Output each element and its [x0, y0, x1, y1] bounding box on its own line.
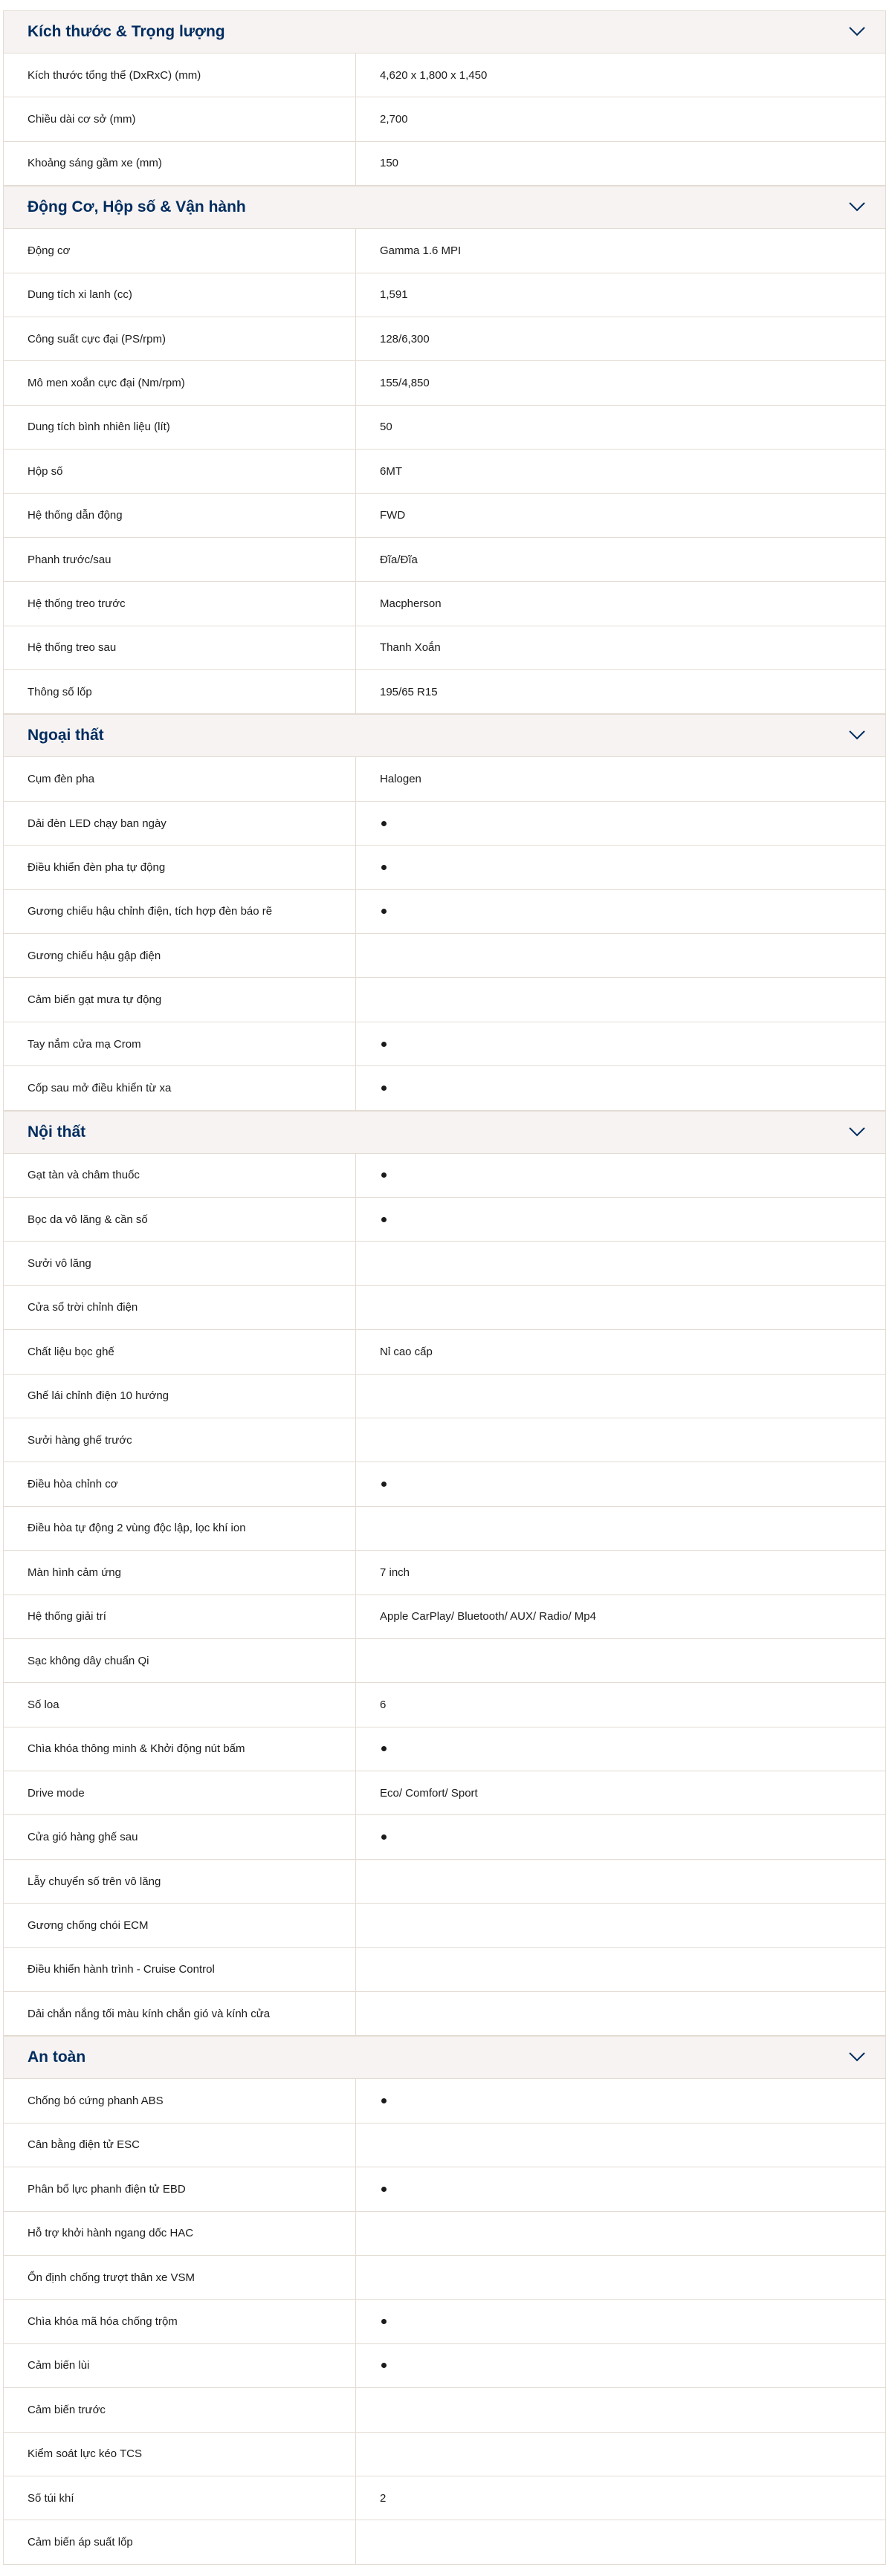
- spec-label: Màn hình cảm ứng: [4, 1551, 356, 1594]
- spec-label: Số loa: [4, 1683, 356, 1726]
- bullet-dot-icon: [381, 1746, 387, 1751]
- spec-label: Sưởi hàng ghế trước: [4, 1418, 356, 1461]
- spec-label: Cốp sau mở điều khiển từ xa: [4, 1066, 356, 1109]
- spec-value: Macpherson: [380, 597, 442, 610]
- spec-value: [356, 2212, 885, 2255]
- spec-row: [4, 2256, 885, 2300]
- bullet-dot-icon: [381, 2319, 387, 2324]
- spec-label: Chìa khóa thông minh & Khởi động nút bấm: [4, 1727, 356, 1771]
- spec-row: [4, 1066, 885, 1110]
- spec-label: Điều hòa tự động 2 vùng độc lập, lọc khí ion: [4, 1507, 356, 1550]
- spec-row: [4, 1418, 885, 1462]
- bullet-dot-icon: [381, 1482, 387, 1487]
- spec-value: 155/4,850: [380, 377, 430, 390]
- spec-row: [4, 406, 885, 450]
- spec-row: [4, 2079, 885, 2123]
- spec-row: [4, 1992, 885, 2036]
- spec-label: Chống bó cứng phanh ABS: [4, 2079, 356, 2122]
- spec-row: [4, 1286, 885, 1330]
- section-header[interactable]: [4, 10, 885, 53]
- spec-value: [356, 802, 885, 845]
- section-title: Nội thất: [28, 1123, 86, 1141]
- spec-row: [4, 934, 885, 978]
- spec-value: 2,700: [380, 113, 408, 126]
- spec-row: [4, 2476, 885, 2520]
- section-header[interactable]: [4, 2036, 885, 2079]
- spec-label: Mô men xoắn cực đại (Nm/rpm): [4, 361, 356, 404]
- spec-label: Gương chống chói ECM: [4, 1904, 356, 1947]
- spec-label: Gạt tàn và châm thuốc: [4, 1154, 356, 1197]
- spec-value: [356, 1992, 885, 2035]
- spec-label: Công suất cực đại (PS/rpm): [4, 317, 356, 360]
- spec-value: 128/6,300: [380, 332, 430, 345]
- spec-value: 195/65 R15: [380, 685, 438, 698]
- spec-row: [4, 846, 885, 889]
- spec-label: Điều hòa chỉnh cơ: [4, 1462, 356, 1505]
- spec-value: [356, 2300, 885, 2343]
- spec-row: [4, 1022, 885, 1066]
- spec-row: [4, 1639, 885, 1683]
- spec-value: [356, 1066, 885, 1109]
- spec-value: Apple CarPlay/ Bluetooth/ AUX/ Radio/ Mp4: [380, 1610, 596, 1623]
- spec-row: [4, 2344, 885, 2388]
- spec-label: Hệ thống treo sau: [4, 626, 356, 669]
- spec-row: [4, 229, 885, 273]
- spec-value: 7 inch: [380, 1566, 410, 1579]
- spec-row: [4, 2124, 885, 2167]
- spec-value: [356, 2167, 885, 2210]
- spec-label: Chất liệu bọc ghế: [4, 1330, 356, 1373]
- spec-value: 50: [380, 421, 392, 434]
- spec-label: Chìa khóa mã hóa chống trộm: [4, 2300, 356, 2343]
- spec-row: [4, 97, 885, 141]
- bullet-dot-icon: [381, 1172, 387, 1178]
- spec-value: [356, 1860, 885, 1903]
- spec-label: Hỗ trợ khởi hành ngang dốc HAC: [4, 2212, 356, 2255]
- spec-row: [4, 1242, 885, 1285]
- spec-row: [4, 1904, 885, 1947]
- spec-row: [4, 670, 885, 714]
- spec-value: [356, 2344, 885, 2387]
- spec-label: Cảm biến áp suất lốp: [4, 2520, 356, 2563]
- spec-table: [3, 10, 886, 2565]
- bullet-dot-icon: [381, 2098, 387, 2103]
- spec-label: Phanh trước/sau: [4, 538, 356, 581]
- spec-label: Hộp số: [4, 450, 356, 493]
- spec-label: Dung tích xi lanh (cc): [4, 273, 356, 317]
- chevron-down-icon[interactable]: [848, 1123, 866, 1141]
- spec-value: [356, 1242, 885, 1285]
- chevron-down-icon[interactable]: [848, 2048, 866, 2066]
- spec-row: [4, 317, 885, 361]
- spec-value: [356, 1507, 885, 1550]
- spec-value: [356, 1904, 885, 1947]
- bullet-dot-icon: [381, 1042, 387, 1047]
- bullet-dot-icon: [381, 2363, 387, 2368]
- section-header[interactable]: [4, 1111, 885, 1154]
- spec-value: [356, 1727, 885, 1771]
- spec-row: [4, 2433, 885, 2476]
- spec-row: [4, 2212, 885, 2256]
- spec-label: Lẫy chuyển số trên vô lăng: [4, 1860, 356, 1903]
- bullet-dot-icon: [381, 821, 387, 826]
- bullet-dot-icon: [381, 909, 387, 914]
- spec-value: [356, 1418, 885, 1461]
- section-title: Ngoại thất: [28, 727, 104, 744]
- spec-row: [4, 538, 885, 582]
- spec-value: [356, 890, 885, 933]
- spec-label: Drive mode: [4, 1771, 356, 1814]
- spec-value: 4,620 x 1,800 x 1,450: [380, 68, 488, 82]
- section-title: An toàn: [28, 2048, 86, 2066]
- spec-value: [356, 1639, 885, 1682]
- spec-value: [356, 846, 885, 889]
- spec-row: [4, 582, 885, 626]
- spec-value: 150: [380, 157, 399, 170]
- spec-label: Cảm biến lùi: [4, 2344, 356, 2387]
- spec-label: Cửa sổ trời chỉnh điện: [4, 1286, 356, 1329]
- spec-value: [356, 2433, 885, 2476]
- spec-row: [4, 1462, 885, 1506]
- spec-label: Hệ thống giải trí: [4, 1595, 356, 1638]
- spec-row: [4, 1815, 885, 1859]
- spec-label: Dải đèn LED chạy ban ngày: [4, 802, 356, 845]
- spec-row: [4, 2167, 885, 2211]
- spec-value: Đĩa/Đĩa: [380, 553, 418, 566]
- spec-label: Khoảng sáng gầm xe (mm): [4, 142, 356, 185]
- spec-value: [356, 1948, 885, 1991]
- spec-label: Hệ thống treo trước: [4, 582, 356, 625]
- spec-label: Cụm đèn pha: [4, 757, 356, 800]
- spec-value: [356, 1286, 885, 1329]
- spec-label: Ổn định chống trượt thân xe VSM: [4, 2256, 356, 2299]
- spec-value: [356, 1022, 885, 1065]
- spec-row: [4, 273, 885, 317]
- section-header[interactable]: [4, 186, 885, 229]
- spec-row: [4, 978, 885, 1022]
- spec-value: 1,591: [380, 288, 408, 302]
- section-title: Kích thước & Trọng lượng: [28, 23, 225, 40]
- spec-row: [4, 450, 885, 493]
- spec-value: Thanh Xoắn: [380, 641, 441, 655]
- spec-label: Tay nắm cửa mạ Crom: [4, 1022, 356, 1065]
- spec-row: [4, 494, 885, 538]
- spec-row: [4, 1507, 885, 1551]
- spec-label: Cảm biến gạt mưa tự động: [4, 978, 356, 1021]
- spec-label: Dung tích bình nhiên liệu (lít): [4, 406, 356, 449]
- chevron-down-icon[interactable]: [848, 727, 866, 744]
- spec-value: [356, 2079, 885, 2122]
- spec-value: [356, 978, 885, 1021]
- spec-row: [4, 1375, 885, 1418]
- spec-row: [4, 2300, 885, 2343]
- spec-row: [4, 1154, 885, 1198]
- spec-row: [4, 1595, 885, 1639]
- spec-value: [356, 1198, 885, 1241]
- spec-label: Sưởi vô lăng: [4, 1242, 356, 1285]
- spec-value: [356, 934, 885, 977]
- spec-label: Chiều dài cơ sở (mm): [4, 97, 356, 140]
- spec-value: [356, 1154, 885, 1197]
- section-title: Động Cơ, Hộp số & Vận hành: [28, 198, 246, 216]
- spec-value: [356, 2124, 885, 2167]
- spec-value: Halogen: [380, 773, 421, 786]
- spec-row: [4, 1860, 885, 1904]
- spec-value: [356, 2388, 885, 2431]
- spec-value: Eco/ Comfort/ Sport: [380, 1786, 478, 1800]
- spec-label: Ghế lái chỉnh điện 10 hướng: [4, 1375, 356, 1418]
- spec-row: [4, 1727, 885, 1771]
- spec-row: [4, 802, 885, 846]
- chevron-down-icon[interactable]: [848, 198, 866, 216]
- bullet-dot-icon: [381, 865, 387, 870]
- spec-label: Động cơ: [4, 229, 356, 272]
- spec-label: Kích thước tổng thể (DxRxC) (mm): [4, 53, 356, 97]
- bullet-dot-icon: [381, 2187, 387, 2192]
- bullet-dot-icon: [381, 1834, 387, 1840]
- spec-label: Số túi khí: [4, 2476, 356, 2520]
- spec-row: [4, 1198, 885, 1242]
- chevron-down-icon[interactable]: [848, 23, 866, 41]
- spec-value: 6: [380, 1698, 387, 1711]
- section-header[interactable]: [4, 714, 885, 757]
- spec-label: Bọc da vô lăng & cần số: [4, 1198, 356, 1241]
- spec-value: [356, 1462, 885, 1505]
- spec-row: [4, 1948, 885, 1992]
- spec-label: Điều khiển hành trình - Cruise Control: [4, 1948, 356, 1991]
- spec-value: [356, 2520, 885, 2563]
- spec-label: Hệ thống dẫn động: [4, 494, 356, 537]
- spec-row: [4, 626, 885, 670]
- spec-value: 6MT: [380, 464, 402, 478]
- spec-value: [356, 1815, 885, 1858]
- spec-row: [4, 1330, 885, 1374]
- spec-value: [356, 2256, 885, 2299]
- spec-label: Cảm biến trước: [4, 2388, 356, 2431]
- spec-label: Gương chiếu hậu chỉnh điện, tích hợp đèn báo rẽ: [4, 890, 356, 933]
- spec-row: [4, 757, 885, 801]
- spec-value: Gamma 1.6 MPI: [380, 244, 462, 257]
- spec-label: Gương chiếu hậu gập điện: [4, 934, 356, 977]
- spec-row: [4, 890, 885, 934]
- spec-row: [4, 2388, 885, 2432]
- spec-row: [4, 1771, 885, 1815]
- spec-row: [4, 142, 885, 186]
- bullet-dot-icon: [381, 1217, 387, 1222]
- spec-label: Điều khiển đèn pha tự động: [4, 846, 356, 889]
- spec-value: FWD: [380, 509, 406, 522]
- spec-row: [4, 1683, 885, 1727]
- spec-row: [4, 2520, 885, 2564]
- spec-label: Phân bổ lực phanh điện tử EBD: [4, 2167, 356, 2210]
- spec-row: [4, 1551, 885, 1594]
- spec-value: [356, 1375, 885, 1418]
- spec-label: Kiểm soát lực kéo TCS: [4, 2433, 356, 2476]
- spec-value: 2: [380, 2491, 387, 2505]
- bullet-dot-icon: [381, 1086, 387, 1091]
- spec-row: [4, 53, 885, 97]
- spec-value: Nỉ cao cấp: [380, 1345, 433, 1358]
- spec-label: Cửa gió hàng ghế sau: [4, 1815, 356, 1858]
- spec-row: [4, 361, 885, 405]
- spec-label: Cân bằng điện tử ESC: [4, 2124, 356, 2167]
- spec-label: Sạc không dây chuẩn Qi: [4, 1639, 356, 1682]
- spec-label: Dải chắn nắng tối màu kính chắn gió và kính cửa: [4, 1992, 356, 2035]
- spec-label: Thông số lốp: [4, 670, 356, 713]
